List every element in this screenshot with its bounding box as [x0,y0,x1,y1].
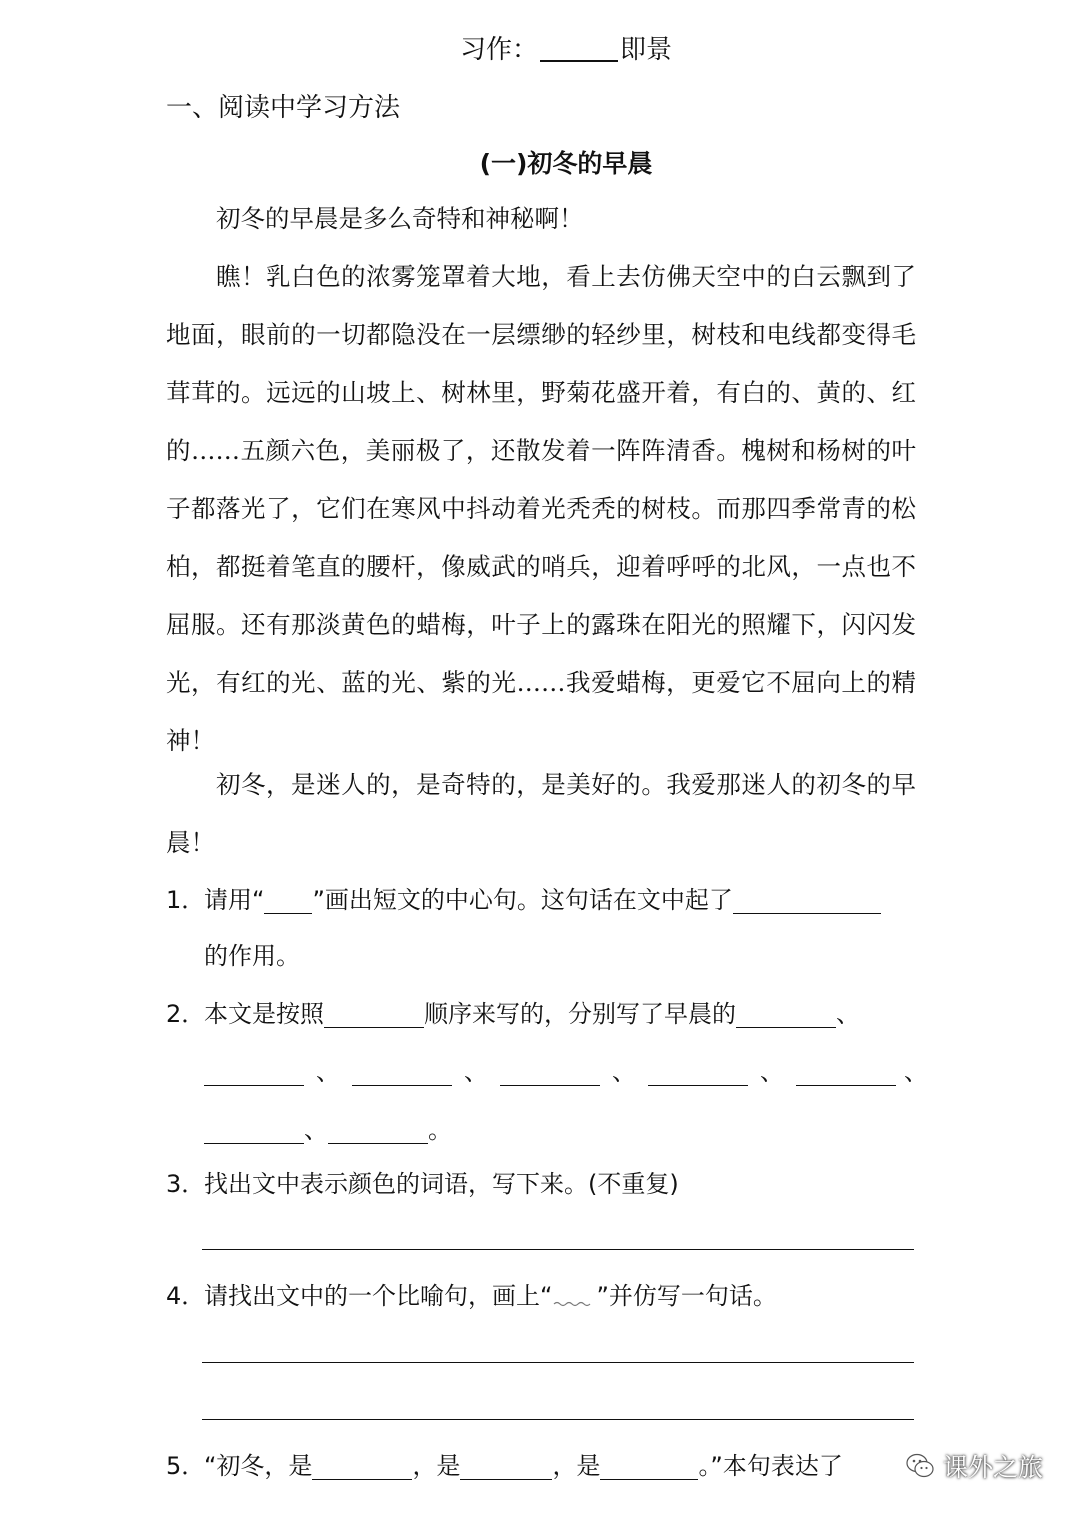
answer-blank[interactable] [500,1057,600,1086]
question-2-blanks-row-2: 、 。 [204,1110,452,1150]
title-blank [540,30,618,62]
passage-title: (一)初冬的早晨 [479,149,653,178]
wavy-underline-mark-sample [552,1282,596,1310]
answer-blank[interactable] [796,1057,896,1086]
question-4: 4．请找出文中的一个比喻句，画上“ ”并仿写一句话。 [166,1282,777,1310]
answer-blank[interactable] [328,1115,428,1144]
underline-mark-sample [264,885,312,914]
wechat-logo-icon [905,1452,935,1480]
watermark-text: 课外之旅 [943,1453,1044,1482]
answer-line[interactable] [202,1362,914,1363]
passage-paragraph-2: 瞧！乳白色的浓雾笼罩着大地，看上去仿佛天空中的白云飘到了地面，眼前的一切都隐没在一层缥缈的轻纱里，树枝和电线都变得毛茸茸的。远远的山坡上、树林里，野菊花盛开着，有白的、黄的、红的……五颜六色，美丽极了，还散发着一阵阵清香。槐树和杨树的叶子都落光了，它们在寒风中抖动着光秃秃的树枝。而那四季常青的松柏，都挺着笔直的腰杆，像威武的哨兵，迎着呼呼的北风，一点也不屈服。还有那淡黄色的蜡梅，叶子上的露珠在阳光的照耀下，闪闪发光，有红的光、蓝的光、紫的光……我爱蜡梅，更爱它不屈向上的精神！ [166,262,916,755]
passage-paragraph-1: 初冬的早晨是多么奇特和神秘啊！ [216,204,584,233]
question-2-blanks-row-1: 、 、 、 、 、 [204,1052,928,1092]
question-1-continuation: 的作用。 [204,942,300,970]
question-1: 1．请用“ ”画出短文的中心句。这句话在文中起了 [166,880,881,920]
answer-blank[interactable] [600,1451,698,1480]
question-2: 2．本文是按照 顺序来写的，分别写了早晨的 、 [166,1000,860,1028]
title-prefix: 习作： [459,35,538,65]
answer-blank[interactable] [324,999,424,1028]
watermark [905,1448,1043,1484]
answer-blank[interactable] [648,1057,748,1086]
worksheet-title [0,30,1080,70]
question-3: 3．找出文中表示颜色的词语，写下来。(不重复) [166,1170,679,1198]
section-heading: 一、阅读中学习方法 [166,93,401,123]
answer-blank[interactable] [352,1057,452,1086]
answer-line[interactable] [202,1249,914,1250]
answer-blank[interactable] [736,999,836,1028]
title-suffix: 即景 [620,35,673,65]
passage-paragraph-3: 初冬，是迷人的，是奇特的，是美好的。我爱那迷人的初冬的早晨！ [166,770,916,857]
question-5: 5．“初冬，是 ，是 ，是 。”本句表达了 [166,1452,843,1480]
answer-blank[interactable] [733,885,881,914]
answer-blank[interactable] [204,1057,304,1086]
answer-blank[interactable] [460,1451,552,1480]
answer-line[interactable] [202,1419,914,1420]
answer-blank[interactable] [204,1115,304,1144]
answer-blank[interactable] [312,1451,412,1480]
